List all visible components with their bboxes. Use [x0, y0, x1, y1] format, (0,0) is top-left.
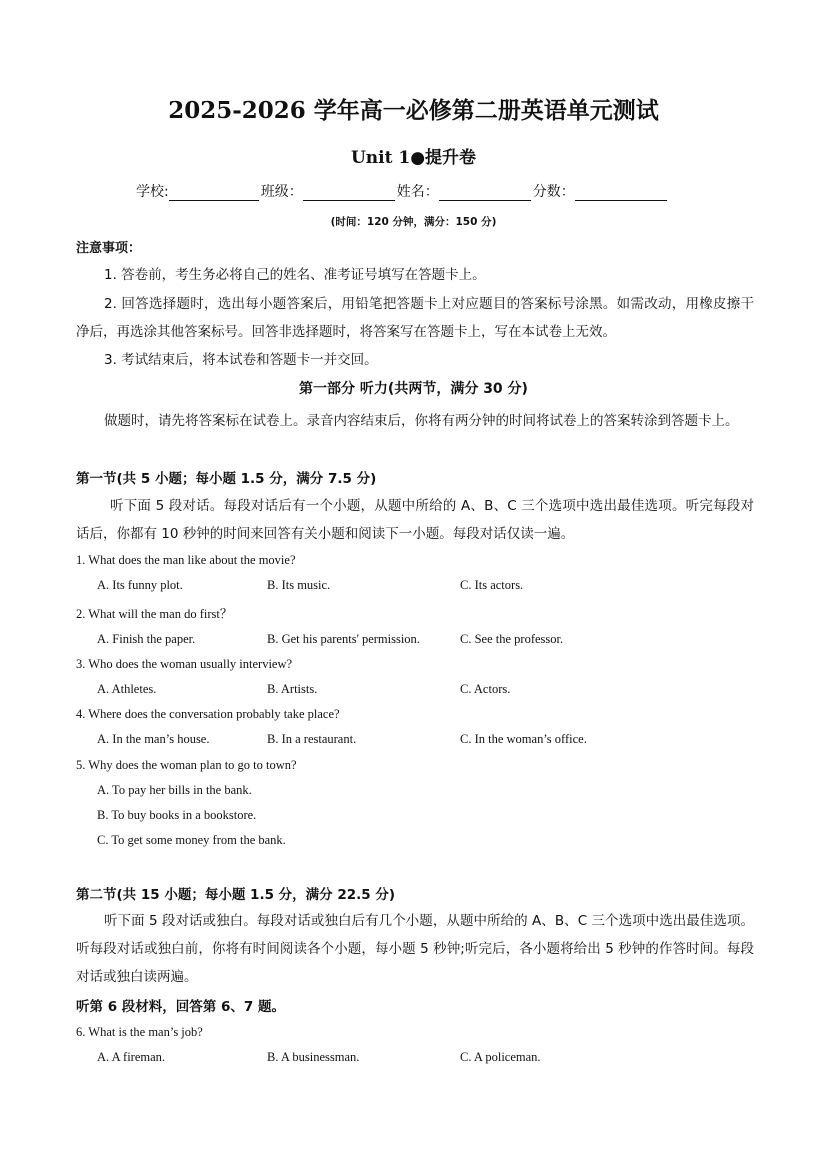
- exam-subtitle: Unit 1●提升卷: [350, 148, 477, 168]
- option-b[interactable]: B. Its music.: [267, 578, 331, 592]
- option-a[interactable]: A. Finish the paper.: [97, 632, 196, 646]
- option-b[interactable]: B. Get his parents' permission.: [267, 632, 420, 646]
- option-b[interactable]: B. In a restaurant.: [267, 732, 357, 746]
- option-a[interactable]: A. To pay her bills in the bank.: [97, 783, 252, 797]
- material-6-heading: 听第 6 段材料，回答第 6、7 题。: [76, 999, 285, 1015]
- score-label: 分数：: [532, 184, 575, 200]
- question-1: 1. What does the man like about the movie?: [76, 553, 296, 567]
- score-blank[interactable]: [575, 184, 667, 201]
- notice-item: 3. 考试结束后，将本试卷和答题卡一并交回。: [104, 352, 378, 368]
- school-label: 学校:: [136, 184, 169, 200]
- option-c[interactable]: C. To get some money from the bank.: [97, 833, 286, 847]
- option-b[interactable]: B. To buy books in a bookstore.: [97, 808, 257, 822]
- section2-instruction: 听下面 5 段对话或独白。每段对话或独白后有几个小题，从题中所给的 A、B、C 三个选项中选出最佳选项。听每段对话或独白前，你将有时间阅读各个小题，每小题 5 秒钟;听完后，各小题将给出 5 秒钟的作答时间。每段对话或独白读两遍。: [76, 913, 754, 985]
- section1-heading: 第一节(共 5 小题；每小题 1.5 分，满分 7.5 分): [76, 471, 377, 487]
- part1-instruction: 做题时，请先将答案标在试卷上。录音内容结束后，你将有两分钟的时间将试卷上的答案转涂到答题卡上。: [104, 413, 739, 429]
- notice-item: 1. 答卷前，考生务必将自己的姓名、准考证号填写在答题卡上。: [104, 267, 486, 283]
- option-a[interactable]: A. Athletes.: [97, 682, 157, 696]
- option-c[interactable]: C. Actors.: [460, 682, 511, 696]
- option-a[interactable]: A. A fireman.: [97, 1050, 166, 1064]
- option-a[interactable]: A. Its funny plot.: [97, 578, 183, 592]
- exam-title: 2025-2026 学年高一必修第二册英语单元测试: [168, 97, 659, 124]
- notice-heading: 注意事项：: [76, 241, 142, 256]
- option-a[interactable]: A. In the man’s house.: [97, 732, 210, 746]
- option-c[interactable]: C. A policeman.: [460, 1050, 541, 1064]
- question-6: 6. What is the man’s job?: [76, 1025, 203, 1039]
- question-5: 5. Why does the woman plan to go to town?: [76, 758, 297, 772]
- student-info-row: [136, 181, 669, 201]
- question-4: 4. Where does the conversation probably take place?: [76, 707, 340, 721]
- class-blank[interactable]: [303, 184, 395, 201]
- part1-heading: 第一部分 听力(共两节，满分 30 分): [299, 381, 528, 397]
- option-c[interactable]: C. Its actors.: [460, 578, 524, 592]
- notice-item: 2. 回答选择题时，选出每小题答案后，用铅笔把答题卡上对应题目的答案标号涂黑。如需改动，用橡皮擦干净后，再选涂其他答案标号。回答非选择题时，将答案写在答题卡上，写在本试卷上无效。: [76, 296, 754, 340]
- option-c[interactable]: C. In the woman’s office.: [460, 732, 587, 746]
- question-2: 2. What will the man do first？: [76, 607, 233, 621]
- exam-timing: (时间：120 分钟，满分：150 分): [330, 216, 497, 228]
- option-b[interactable]: B. Artists.: [267, 682, 318, 696]
- class-label: 班级：: [260, 184, 303, 200]
- name-blank[interactable]: [439, 184, 531, 201]
- section2-heading: 第二节(共 15 小题；每小题 1.5 分，满分 22.5 分): [76, 887, 396, 903]
- section1-instruction: 听下面 5 段对话。每段对话后有一个小题，从题中所给的 A、B、C 三个选项中选出最佳选项。听完每段对话后，你都有 10 秒钟的时间来回答有关小题和阅读下一小题。每段对话仅读一遍。: [76, 498, 754, 542]
- school-blank[interactable]: [169, 184, 259, 201]
- option-c[interactable]: C. See the professor.: [460, 632, 564, 646]
- question-3: 3. Who does the woman usually interview?: [76, 657, 293, 671]
- option-b[interactable]: B. A businessman.: [267, 1050, 360, 1064]
- name-label: 姓名：: [396, 184, 439, 200]
